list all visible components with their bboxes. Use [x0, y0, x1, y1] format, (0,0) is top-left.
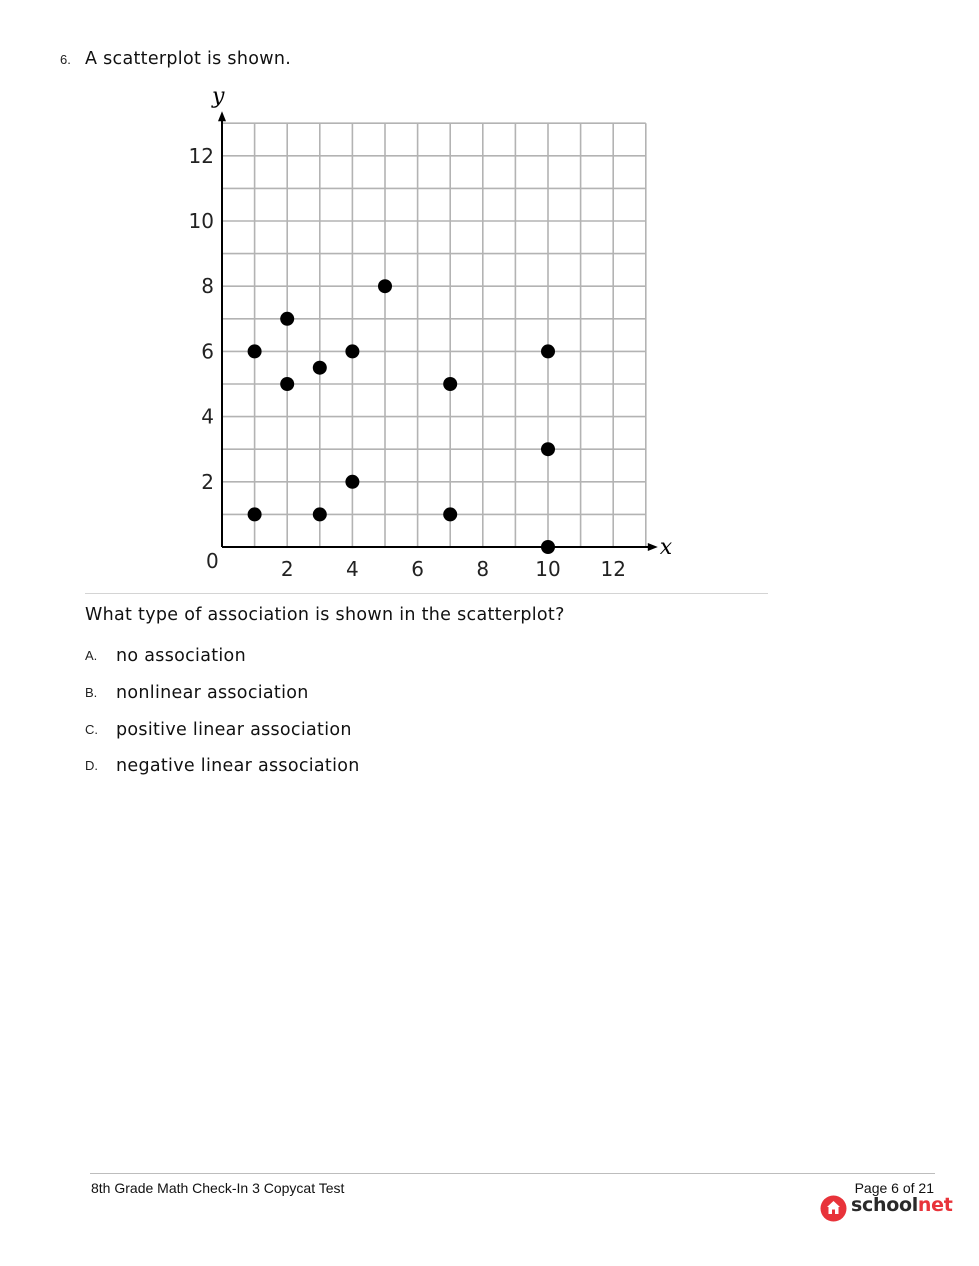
- logo-wordmark: [851, 1194, 953, 1216]
- tick-labels: [189, 84, 673, 581]
- scatter-point: [248, 344, 262, 358]
- choice-text: negative linear association: [116, 756, 360, 776]
- choice-text: no association: [116, 646, 246, 666]
- x-axis-arrow: [648, 543, 658, 551]
- x-tick-label: 12: [600, 557, 626, 581]
- y-tick-label: 12: [188, 143, 214, 168]
- x-tick-label: 4: [346, 557, 359, 581]
- y-tick-label: 6: [201, 339, 214, 364]
- scatter-point: [345, 475, 359, 489]
- y-axis-arrow: [218, 111, 226, 121]
- scatter-point: [280, 377, 294, 391]
- scatter-point: [313, 361, 327, 375]
- scatter-point: [541, 344, 555, 358]
- y-tick-label: 8: [201, 274, 214, 299]
- scatter-point: [541, 442, 555, 456]
- question-number: 6.: [60, 52, 71, 67]
- x-tick-label: 8: [476, 557, 490, 581]
- choice-text: nonlinear association: [116, 683, 309, 703]
- y-axis-label: y: [212, 84, 225, 110]
- grid-lines: [222, 123, 646, 547]
- x-tick-label: 10: [535, 557, 561, 581]
- footer-page-number: Page 6 of 21: [854, 1180, 934, 1196]
- choice-letter: B.: [85, 685, 98, 700]
- y-tick-label: 10: [188, 209, 214, 233]
- question-stem: A scatterplot is shown.: [85, 49, 292, 69]
- scatter-point: [378, 279, 392, 293]
- scatter-point: [443, 507, 457, 521]
- x-tick-label: 6: [411, 557, 424, 581]
- choice-letter: C.: [85, 722, 98, 737]
- footer-test-title: 8th Grade Math Check-In 3 Copycat Test: [91, 1180, 345, 1196]
- scatter-point: [345, 344, 359, 358]
- schoolnet-logo: [820, 1194, 953, 1224]
- scatter-point: [541, 540, 555, 554]
- x-tick-label: 2: [280, 557, 294, 581]
- scatter-point: [313, 507, 327, 521]
- logo-text-net: net: [917, 1194, 953, 1216]
- choice-text: positive linear association: [116, 720, 352, 740]
- choice-letter: A.: [85, 648, 98, 663]
- y-tick-label: 2: [201, 469, 214, 494]
- divider: [85, 593, 768, 594]
- axes: [218, 111, 658, 551]
- scatter-point: [248, 507, 262, 521]
- y-tick-label: 4: [201, 404, 214, 429]
- home-icon: [820, 1195, 847, 1222]
- origin-label: 0: [206, 549, 219, 573]
- scatter-point: [443, 377, 457, 391]
- footer-divider: [90, 1173, 935, 1174]
- scatterplot: [0, 0, 979, 600]
- question-prompt: What type of association is shown in the scatterplot?: [85, 605, 565, 625]
- x-axis-label: x: [659, 535, 673, 560]
- scatter-point: [280, 312, 294, 326]
- logo-text-school: school: [851, 1194, 918, 1216]
- choice-letter: D.: [85, 758, 98, 773]
